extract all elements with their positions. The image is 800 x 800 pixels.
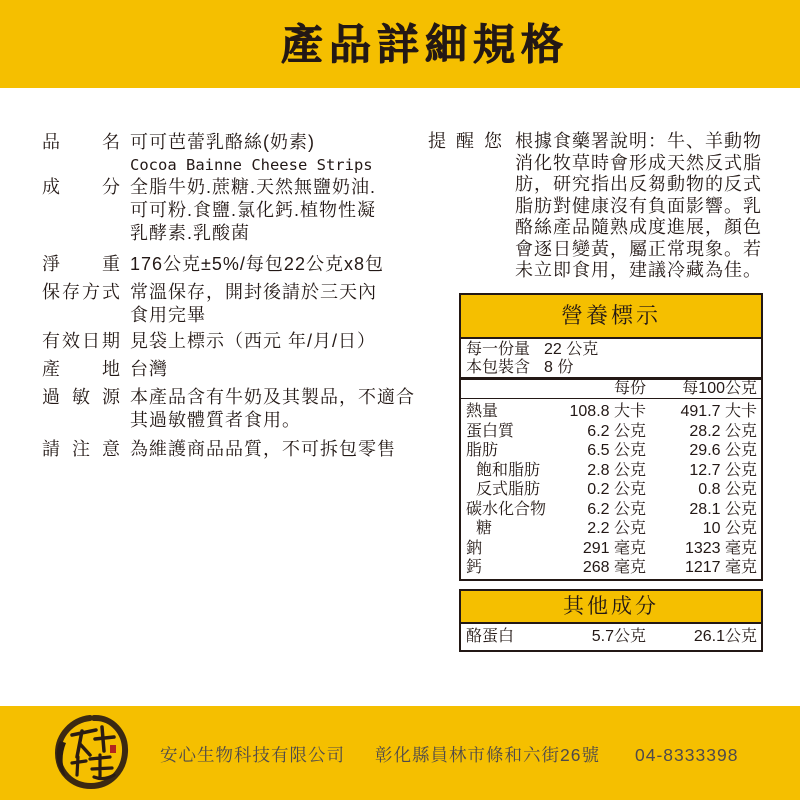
nutrient-name: 反式脂肪 [476,481,541,498]
spec-row-storage [42,281,377,327]
reminder-line: 脂肪對健康沒有負面影響。乳 [515,195,762,216]
serving-size-line [466,341,761,359]
label-char: 敏 [72,386,90,407]
spec-value-line: 為維護商品品質，不可拆包零售 [130,438,396,459]
nutrient-per-serving: 2.8 公克 [587,461,646,479]
label-char: 醒 [456,131,474,151]
label-char: 名 [102,131,120,152]
label-char: 請 [42,438,60,459]
logo-seal [110,745,116,753]
table-row [461,558,761,578]
nutrient-per-serving: 6.2 公克 [587,500,646,518]
spec-value [130,176,376,245]
serving-info [461,339,761,380]
nutrient-per-serving: 6.5 公克 [587,442,646,459]
logo-stroke [72,727,114,757]
nutrient-per-100g: 12.7 公克 [689,461,757,479]
page-title: 產品詳細規格 [280,21,569,68]
spec-value-line: 可可芭蕾乳酪絲(奶素) [130,131,315,152]
nutrient-per-serving: 2.2 公克 [587,520,646,537]
nutrient-per-100g: 491.7 大卡 [680,403,757,420]
nutrient-per-100g: 28.1 公克 [689,500,757,518]
footer-phone: 04-8333398 [635,745,739,765]
nutrient-name: 糖 [476,520,493,537]
spec-value-line: 食用完畢 [130,304,206,325]
nutrient-per-100g: 1323 毫克 [684,539,757,557]
spec-value [130,131,373,177]
ingredient-name: 酪蛋白 [466,628,515,645]
spec-label [42,358,120,381]
reminder-line: 未立即食用，建議冷藏為佳。 [515,260,762,280]
reminder-line: 肪，研究指出反芻動物的反式 [515,174,762,194]
label-char: 式 [102,281,120,302]
nutrient-per-100g: 10 公克 [702,520,757,537]
label-char: 存 [62,281,80,302]
spec-value-line: 176公克±5%/每包22公克x8包 [130,253,384,274]
other-ingredients-title: 其他成分 [461,591,761,624]
reminder-line: 酪絲產品隨熟成度進展，顏色 [515,217,762,237]
table-row [461,422,761,442]
other-ingredients-table [459,589,763,652]
nutrition-table [459,293,763,581]
nutrient-name: 熱量 [466,403,499,420]
nutrition-column-header [461,380,761,399]
servings-label: 本包裝含 [466,359,531,376]
spec-value [130,253,384,276]
label-char: 您 [484,131,502,151]
reminder-label [428,131,502,153]
nutrient-per-serving: 0.2 公克 [587,481,646,498]
table-row [461,519,761,539]
label-char: 淨 [42,253,60,274]
spec-value-line: 常溫保存，開封後請於三天內 [130,281,377,302]
label-char: 效 [62,330,80,351]
label-char: 有 [42,330,60,351]
table-row [461,500,761,520]
nutrient-per-serving: 268 毫克 [582,559,646,576]
spec-label [42,131,120,154]
nutrient-name: 蛋白質 [466,422,515,440]
nutrient-name: 碳水化合物 [466,500,547,518]
label-char: 過 [42,386,60,407]
column-header-per-serving: 每份 [613,380,646,397]
nutrient-per-100g: 0.8 公克 [698,481,757,498]
spec-value-line-english: Cocoa Bainne Cheese Strips [130,155,373,174]
serving-size-value: 22 公克 [544,341,599,358]
spec-value-line: 可可粉.食鹽.氯化鈣.植物性凝 [130,199,377,220]
header-band [0,0,800,88]
spec-row-notice [42,438,396,461]
spec-value [130,358,168,381]
label-char: 地 [102,358,120,379]
label-char: 日 [82,330,100,351]
spec-value-line: 其過敏體質者食用。 [130,409,301,430]
spec-value-line: 台灣 [130,358,168,379]
nutrient-name: 鈣 [466,559,483,576]
spec-row-product-name [42,131,373,177]
servings-line [466,359,761,377]
table-row [461,539,761,559]
nutrient-name: 飽和脂肪 [476,461,541,479]
spec-row-expiry [42,330,376,353]
column-header-blank [461,380,551,398]
spec-value-line: 全脂牛奶.蔗糖.天然無鹽奶油. [130,176,377,197]
column-header-per-100g: 每100公克 [682,380,757,397]
nutrient-per-100g: 28.2 公克 [689,422,757,440]
spec-label [42,386,120,409]
nutrient-per-serving: 291 毫克 [582,539,646,557]
spec-label [42,281,120,304]
table-row [461,624,761,650]
footer-address: 彰化縣員林市條和六街26號 [375,745,600,765]
label-char: 注 [72,438,90,459]
spec-label [42,253,120,276]
nutrient-name: 鈉 [466,539,483,557]
nutrient-per-100g: 29.6 公克 [689,442,757,459]
table-row [461,480,761,500]
nutrient-name: 脂肪 [466,442,499,459]
spec-label [42,330,120,353]
logo-stroke [72,755,114,779]
reminder-line: 消化牧草時會形成天然反式脂 [515,152,762,173]
reminder-line: 根據食藥署說明：牛、羊動物 [515,131,762,151]
reminder-text [515,131,762,282]
label-char: 期 [102,330,120,351]
ingredient-per-100g: 26.1公克 [693,628,757,645]
spec-row-net-weight [42,253,384,276]
label-char: 源 [102,386,120,407]
spec-row-ingredients [42,176,376,245]
brand-logo [50,711,132,793]
reminder-block [428,131,762,282]
table-row [461,461,761,481]
label-char: 產 [42,358,60,379]
ingredient-per-serving: 5.7公克 [591,628,646,645]
nutrition-rows [461,399,761,579]
spec-value [130,386,415,432]
spec-value [130,330,376,353]
label-char: 意 [102,438,120,459]
label-char: 品 [42,131,60,152]
spec-row-allergens [42,386,415,432]
table-row [461,441,761,461]
spec-value-line: 乳酵素.乳酸菌 [130,222,251,243]
spec-label [42,438,120,461]
serving-size-label: 每一份量 [466,341,531,358]
nutrient-per-serving: 108.8 大卡 [569,403,646,420]
label-char: 提 [428,131,446,151]
label-char: 重 [102,253,120,274]
label-char: 分 [102,176,120,197]
spec-value-line: 本產品含有牛奶及其製品，不適合 [130,386,415,407]
label-char: 成 [42,176,60,197]
spec-value [130,281,377,327]
spec-label [42,176,120,199]
servings-value: 8 份 [544,359,574,376]
nutrition-title: 營養標示 [461,295,761,339]
spec-value [130,438,396,461]
table-row [461,402,761,422]
nutrient-per-serving: 6.2 公克 [587,422,646,440]
label-char: 保 [42,281,60,302]
spec-row-origin [42,358,168,381]
reminder-line: 會逐日變黃，屬正常現象。若 [515,238,762,259]
spec-value-line: 見袋上標示（西元 年/月/日） [130,330,377,351]
footer-company: 安心生物科技有限公司 [160,745,345,765]
nutrient-per-100g: 1217 毫克 [684,559,757,576]
label-char: 方 [82,281,100,302]
